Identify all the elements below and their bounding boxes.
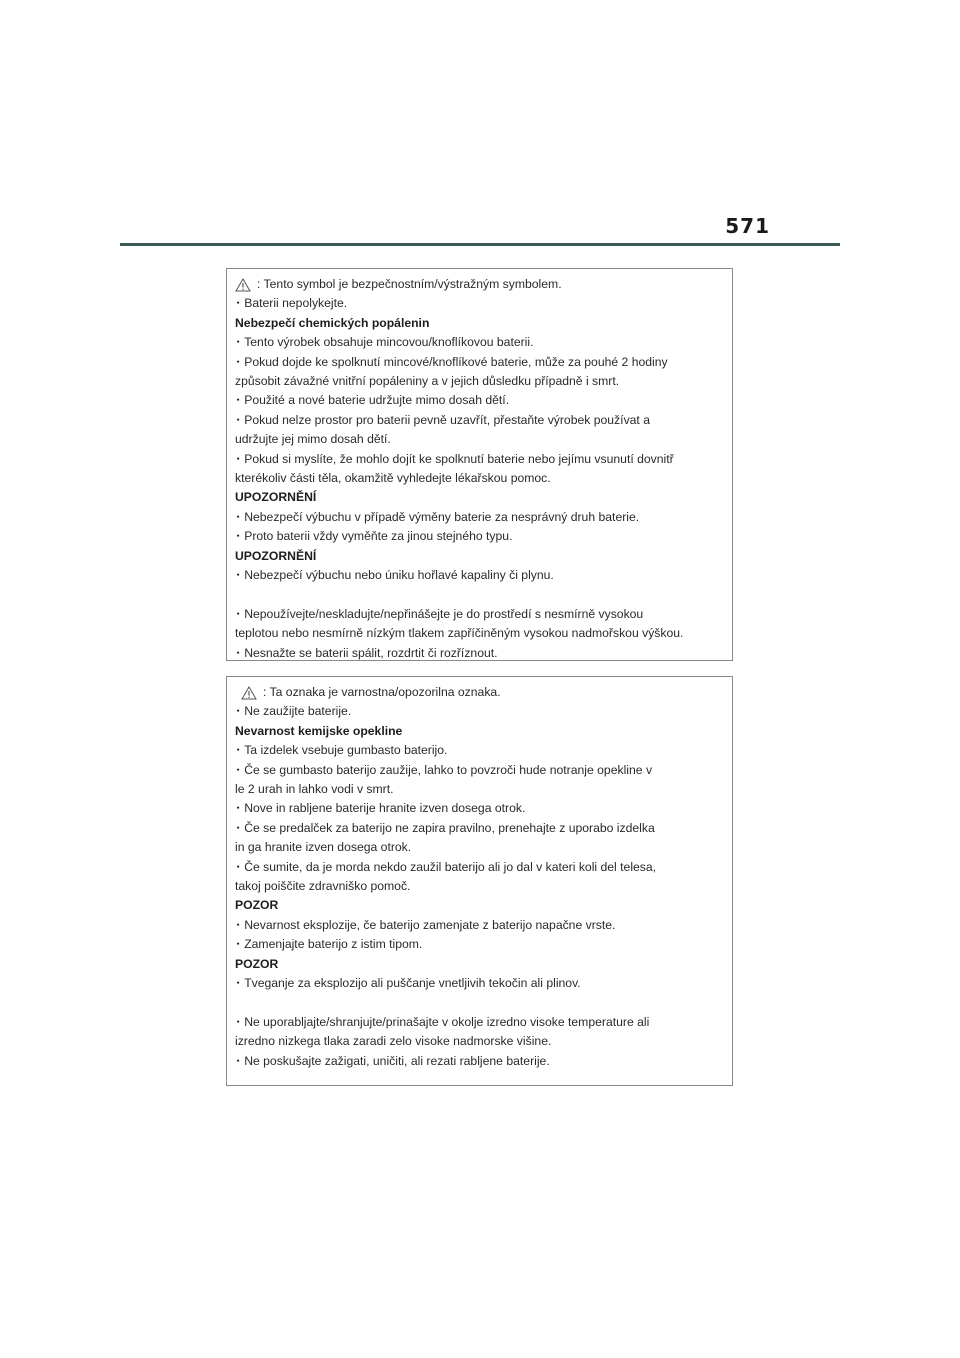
- bullet-item: ・ Zamenjajte baterijo z istim tipom.: [235, 935, 724, 954]
- bullet-item: ・ Tveganje za eksplozijo ali puščanje vnetljivih tekočin ali plinov.: [235, 974, 724, 993]
- notice-box-czech: [226, 268, 733, 661]
- bullet-item: ・ Ne uporabljajte/shranjujte/prinašajte v okolje izredno visoke temperature ali: [235, 1013, 724, 1032]
- section-heading: UPOZORNĚNÍ: [235, 490, 317, 505]
- bullet-item: ・ Tento výrobek obsahuje mincovou/knoflíkovou baterii.: [235, 333, 724, 352]
- bullet-item: ・ Baterii nepolykejte.: [235, 294, 724, 313]
- bullet-item: ・ Proto baterii vždy vyměňte za jinou stejného typu.: [235, 527, 724, 546]
- section-heading: POZOR: [235, 956, 279, 971]
- bullet-item: ・ Nepoužívejte/neskladujte/nepřinášejte je do prostředí s nesmírně vysokou: [235, 605, 724, 624]
- bullet-item: ・ Nevarnost eksplozije, če baterijo zamenjate z baterijo napačne vrste.: [235, 916, 724, 935]
- symbol-text: : Tento symbol je bezpečnostním/výstražným symbolem.: [257, 277, 562, 291]
- text-line: kterékoliv části těla, okamžitě vyhledejte lékařskou pomoc.: [235, 471, 551, 486]
- symbol-text: : Ta oznaka je varnostna/opozorilna oznaka.: [263, 685, 501, 699]
- warning-triangle-icon: [235, 278, 251, 292]
- bullet-item: ・ Če sumite, da je morda nekdo zaužil baterijo ali jo dal v kateri koli del telesa,: [235, 858, 724, 877]
- section-heading: Nevarnost kemijske opekline: [235, 723, 403, 738]
- blank-line: [235, 994, 724, 1013]
- bullet-item: ・ Če se predalček za baterijo ne zapira pravilno, prenehajte z uporabo izdelka: [235, 819, 724, 838]
- text-line: způsobit závažné vnitřní popáleniny a v jejich důsledku případně i smrt.: [235, 374, 620, 389]
- bullet-item: ・ Nebezpečí výbuchu nebo úniku hořlavé kapaliny či plynu.: [235, 566, 724, 585]
- warning-triangle-icon: [241, 686, 257, 700]
- bullet-item: ・ Ta izdelek vsebuje gumbasto baterijo.: [235, 741, 724, 760]
- bullet-item: ・ Ne zaužijte baterije.: [235, 702, 724, 721]
- section-heading: UPOZORNĚNÍ: [235, 548, 317, 563]
- bullet-item: ・ Pokud nelze prostor pro baterii pevně uzavřít, přestaňte výrobek používat a: [235, 411, 724, 430]
- bullet-item: ・ Pokud dojde ke spolknutí mincové/knoflíkové baterie, může za pouhé 2 hodiny: [235, 353, 724, 372]
- symbol-line-slovene: [235, 683, 724, 702]
- blank-line: [235, 586, 724, 605]
- text-line: udržujte jej mimo dosah dětí.: [235, 432, 391, 447]
- bullet-item: ・ Nove in rabljene baterije hranite izven dosega otrok.: [235, 799, 724, 818]
- header-rule: [120, 243, 840, 246]
- section-heading: POZOR: [235, 898, 279, 913]
- text-line: takoj poiščite zdravniško pomoč.: [235, 879, 411, 894]
- lines-czech: [235, 294, 724, 663]
- text-line: le 2 urah in lahko vodi v smrt.: [235, 782, 394, 797]
- symbol-line-czech: [235, 275, 724, 294]
- text-line: in ga hranite izven dosega otrok.: [235, 840, 412, 855]
- bullet-item: ・ Nebezpečí výbuchu v případě výměny baterie za nesprávný druh baterie.: [235, 508, 724, 527]
- bullet-item: ・ Nesnažte se baterii spálit, rozdrtit či rozříznout.: [235, 644, 724, 663]
- bullet-item: ・ Če se gumbasto baterijo zaužije, lahko to povzroči hude notranje opekline v: [235, 761, 724, 780]
- notice-box-slovene: [226, 676, 733, 1086]
- page-number: 571: [725, 214, 770, 238]
- text-line: izredno nizkega tlaka zaradi zelo visoke nadmorske višine.: [235, 1034, 552, 1049]
- text-line: teplotou nebo nesmírně nízkým tlakem zapříčiněným vysokou nadmořskou výškou.: [235, 626, 684, 641]
- bullet-item: ・ Použité a nové baterie udržujte mimo dosah dětí.: [235, 391, 724, 410]
- lines-slovene: [235, 702, 724, 1071]
- bullet-item: ・ Pokud si myslíte, že mohlo dojít ke spolknutí baterie nebo jejímu vsunutí dovnitř: [235, 450, 724, 469]
- section-heading: Nebezpečí chemických popálenin: [235, 315, 430, 330]
- bullet-item: ・ Ne poskušajte zažigati, uničiti, ali rezati rabljene baterije.: [235, 1052, 724, 1071]
